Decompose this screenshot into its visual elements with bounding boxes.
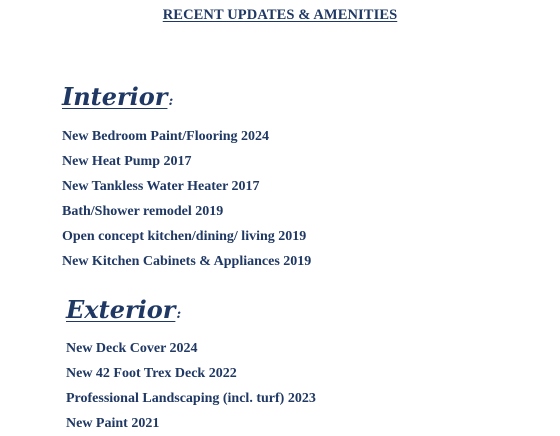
interior-section: [62, 82, 311, 274]
interior-heading-text: Interior: [62, 82, 168, 111]
exterior-heading-colon: :: [176, 307, 182, 322]
list-item: Bath/Shower remodel 2019: [62, 204, 224, 219]
list-item: New Tankless Water Heater 2017: [62, 179, 260, 194]
list-item: New 42 Foot Trex Deck 2022: [66, 366, 237, 381]
interior-heading: [62, 82, 311, 117]
list-item: Open concept kitchen/dining/ living 2019: [62, 229, 307, 244]
list-item: Professional Landscaping (incl. turf) 2023: [66, 391, 316, 406]
list-item: New Kitchen Cabinets & Appliances 2019: [62, 254, 312, 269]
list-item: New Heat Pump 2017: [62, 154, 192, 169]
exterior-heading: [66, 295, 316, 330]
exterior-list: [66, 336, 316, 436]
interior-list: [62, 124, 311, 274]
exterior-section: [66, 295, 316, 436]
list-item: New Paint 2021: [66, 416, 160, 431]
list-item: New Deck Cover 2024: [66, 341, 198, 356]
list-item: New Bedroom Paint/Flooring 2024: [62, 129, 270, 144]
exterior-heading-text: Exterior: [66, 295, 176, 324]
interior-heading-colon: :: [168, 94, 174, 109]
document-title: RECENT UPDATES & AMENITIES: [162, 7, 398, 23]
